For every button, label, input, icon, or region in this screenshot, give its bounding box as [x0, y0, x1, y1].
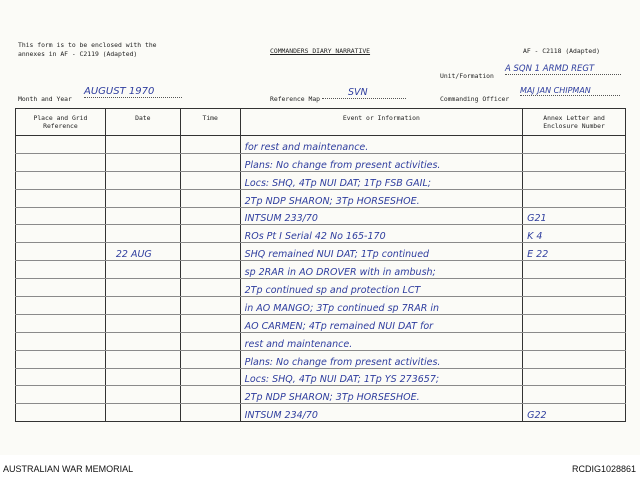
cell-date — [105, 314, 180, 332]
cell-time — [180, 386, 240, 404]
cell-date — [105, 279, 180, 297]
cell-date-text — [110, 213, 116, 224]
cell-event — [240, 314, 523, 332]
cell-event-text: Plans: No change from present activities. — [244, 356, 441, 368]
cell-annex-text: E 22 — [527, 249, 549, 261]
cell-event — [240, 368, 523, 386]
cell-annex-text: G22 — [527, 410, 547, 422]
cell-event-text: 2Tp NDP SHARON; 3Tp HORSESHOE. — [244, 195, 420, 207]
cell-time — [180, 332, 240, 350]
cell-place — [16, 243, 106, 261]
cell-annex — [523, 171, 626, 189]
cell-annex-text: K 4 — [527, 231, 543, 243]
month-label: Month and Year — [18, 95, 72, 103]
cell-place — [16, 261, 106, 279]
cell-date-text — [110, 231, 116, 242]
cell-event — [240, 261, 523, 279]
cell-event-text: ROs Pt I Serial 42 No 165-170 — [244, 231, 386, 243]
cell-event-text: Plans: No change from present activities. — [244, 159, 441, 171]
footer-source: AUSTRALIAN WAR MEMORIAL — [3, 464, 134, 474]
cell-event-text: INTSUM 233/70 — [244, 213, 318, 225]
column-header-event: Event or Information — [240, 109, 523, 136]
cell-event — [240, 136, 523, 154]
cell-date — [105, 350, 180, 368]
unit-value: A SQN 1 ARMD REGT — [505, 64, 621, 75]
cell-annex — [523, 332, 626, 350]
cell-place — [16, 404, 106, 422]
cell-place — [16, 332, 106, 350]
cell-date-text — [110, 285, 116, 296]
column-header-annex: Annex Letter and Enclosure Number — [523, 109, 626, 136]
table-row — [16, 404, 626, 422]
table-row — [16, 189, 626, 207]
cell-event — [240, 189, 523, 207]
cell-event — [240, 386, 523, 404]
cell-date-text — [110, 392, 116, 403]
cell-date — [105, 386, 180, 404]
cell-time — [180, 243, 240, 261]
cell-event — [240, 350, 523, 368]
cell-date-text — [110, 178, 116, 189]
table-row — [16, 225, 626, 243]
cell-date — [105, 332, 180, 350]
table-row — [16, 171, 626, 189]
cell-annex — [523, 314, 626, 332]
cell-date — [105, 404, 180, 422]
column-header-time: Time — [180, 109, 240, 136]
cell-date — [105, 189, 180, 207]
diary-table — [15, 108, 626, 422]
column-header-date: Date — [105, 109, 180, 136]
cell-date — [105, 136, 180, 154]
cell-date — [105, 153, 180, 171]
cell-event — [240, 153, 523, 171]
cell-place — [16, 136, 106, 154]
cell-time — [180, 189, 240, 207]
cell-time — [180, 171, 240, 189]
cell-time — [180, 225, 240, 243]
cell-event — [240, 297, 523, 315]
cell-time — [180, 404, 240, 422]
column-header-place: Place and Grid Reference — [16, 109, 106, 136]
table-row — [16, 153, 626, 171]
table-row — [16, 261, 626, 279]
cell-time — [180, 153, 240, 171]
unit-label: Unit/Formation — [440, 72, 494, 80]
cell-event — [240, 171, 523, 189]
table-row — [16, 297, 626, 315]
table-row — [16, 386, 626, 404]
footer-record-id: RCDIG1028861 — [571, 464, 636, 474]
cell-place — [16, 189, 106, 207]
table-row — [16, 243, 626, 261]
cell-place — [16, 207, 106, 225]
cell-annex-text: G21 — [527, 213, 547, 225]
cell-time — [180, 136, 240, 154]
cell-event-text: 2Tp continued sp and protection LCT — [244, 285, 421, 297]
cell-annex — [523, 225, 626, 243]
cell-annex — [523, 279, 626, 297]
cell-place — [16, 297, 106, 315]
cell-date — [105, 243, 180, 261]
cell-event-text: for rest and maintenance. — [244, 141, 369, 153]
cell-event — [240, 243, 523, 261]
cell-time — [180, 350, 240, 368]
page-title: COMMANDERS DIARY NARRATIVE — [270, 47, 371, 55]
cell-place — [16, 225, 106, 243]
cell-event-text: in AO MANGO; 3Tp continued sp 7RAR in — [244, 302, 440, 314]
cell-event-text: AO CARMEN; 4Tp remained NUI DAT for — [244, 320, 434, 332]
cell-date-text: 22 AUG — [115, 249, 152, 261]
map-value: SVN — [322, 87, 406, 99]
cell-date-text — [110, 357, 116, 368]
cell-event-text: INTSUM 234/70 — [244, 410, 318, 422]
cell-annex — [523, 297, 626, 315]
cell-place — [16, 314, 106, 332]
cell-date-text — [110, 374, 116, 385]
table-row — [16, 368, 626, 386]
cell-time — [180, 368, 240, 386]
cell-event — [240, 404, 523, 422]
month-value: AUGUST 1970 — [84, 86, 182, 98]
cell-event-text: rest and maintenance. — [244, 338, 353, 350]
cell-date-text — [110, 142, 116, 153]
cell-annex — [523, 261, 626, 279]
cell-date — [105, 207, 180, 225]
cell-event-text: Locs: SHQ, 4Tp NUI DAT; 1Tp FSB GAIL; — [244, 177, 431, 189]
officer-value: MAJ JAN CHIPMAN — [520, 86, 620, 96]
cell-date-text — [110, 303, 116, 314]
table-row — [16, 332, 626, 350]
cell-date-text — [110, 267, 116, 278]
cell-date — [105, 261, 180, 279]
form-number: AF - C2118 (Adapted) — [523, 47, 600, 55]
cell-place — [16, 171, 106, 189]
cell-annex — [523, 153, 626, 171]
cell-annex — [523, 386, 626, 404]
table-row — [16, 136, 626, 154]
map-label: Reference Map — [270, 95, 321, 103]
cell-event — [240, 225, 523, 243]
cell-date — [105, 368, 180, 386]
cell-event-text: SHQ remained NUI DAT; 1Tp continued — [244, 249, 430, 261]
cell-time — [180, 261, 240, 279]
cell-annex — [523, 136, 626, 154]
table-row — [16, 314, 626, 332]
cell-place — [16, 386, 106, 404]
cell-date-text — [110, 160, 116, 171]
cell-event — [240, 279, 523, 297]
cell-annex — [523, 189, 626, 207]
cell-annex — [523, 404, 626, 422]
cell-time — [180, 207, 240, 225]
cell-annex — [523, 368, 626, 386]
cell-event-text: sp 2RAR in AO DROVER with in ambush; — [244, 267, 436, 279]
cell-event-text: Locs: SHQ, 4Tp NUI DAT; 1Tp YS 273657; — [244, 374, 440, 386]
table-header-row — [16, 109, 626, 136]
cell-time — [180, 279, 240, 297]
form-note-line1: This form is to be enclosed with the — [18, 41, 157, 49]
table-row — [16, 207, 626, 225]
cell-event-text: 2Tp NDP SHARON; 3Tp HORSESHOE. — [244, 392, 420, 404]
cell-annex — [523, 243, 626, 261]
cell-event — [240, 332, 523, 350]
cell-date — [105, 225, 180, 243]
table-row — [16, 350, 626, 368]
officer-label: Commanding Officer — [440, 95, 510, 103]
cell-date — [105, 171, 180, 189]
cell-date — [105, 297, 180, 315]
cell-place — [16, 279, 106, 297]
cell-place — [16, 153, 106, 171]
form-note-line2: annexes in AF - C2119 (Adapted) — [18, 50, 138, 58]
cell-time — [180, 314, 240, 332]
cell-place — [16, 368, 106, 386]
cell-annex — [523, 350, 626, 368]
cell-event — [240, 207, 523, 225]
cell-date-text — [110, 196, 116, 207]
cell-date-text — [110, 321, 116, 332]
cell-annex — [523, 207, 626, 225]
cell-date-text — [110, 339, 116, 350]
table-row — [16, 279, 626, 297]
cell-time — [180, 297, 240, 315]
cell-place — [16, 350, 106, 368]
cell-date-text — [110, 410, 116, 421]
